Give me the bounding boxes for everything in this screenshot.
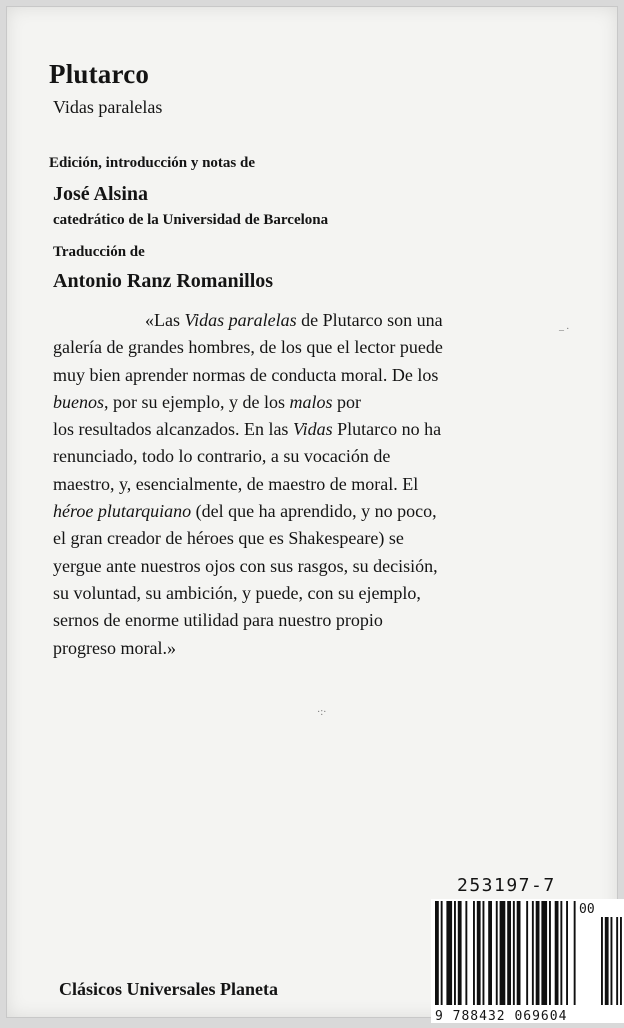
barcode-bar	[441, 901, 443, 1005]
barcode-addon-bar	[620, 917, 622, 1005]
barcode-bar	[496, 901, 498, 1005]
blurb-text-run: Plutarco no ha	[332, 419, 442, 440]
ean-number: 9 788432 069604	[435, 1009, 568, 1024]
blurb-text-run: los resultados alcanzados. En las	[53, 419, 293, 440]
barcode-addon-bar	[616, 917, 618, 1005]
blurb-line	[53, 553, 601, 580]
blurb-text-run: , por su ejemplo, y de los	[104, 391, 290, 412]
editor-role: catedrático de la Universidad de Barcelona	[53, 212, 329, 228]
blurb-text-run: yergue ante nuestros ojos con sus rasgos, su decisión,	[53, 555, 438, 576]
barcode-bar	[555, 901, 559, 1005]
blurb-line	[53, 498, 601, 525]
barcode-bar	[454, 901, 456, 1005]
barcode-bar	[477, 901, 481, 1005]
translator-name: Antonio Ranz Romanillos	[53, 270, 274, 292]
blurb-text-run: maestro, y, esencialmente, de maestro de moral. El	[53, 473, 419, 494]
barcode-bar	[541, 901, 547, 1005]
blurb-text-run: «Las	[145, 310, 185, 330]
barcode-bar	[513, 901, 515, 1005]
blurb-italic-run: malos	[289, 391, 333, 412]
barcode-addon-bar	[611, 917, 613, 1005]
blurb-text-run: progreso moral.»	[53, 637, 176, 658]
blurb-line	[53, 635, 601, 662]
blurb-line	[53, 416, 601, 443]
blurb-line	[53, 362, 601, 389]
blurb-line	[53, 607, 601, 634]
barcode-addon-bar	[601, 917, 603, 1005]
barcode-bar	[549, 901, 551, 1005]
price-code: 00	[579, 902, 595, 917]
barcode-bar	[517, 901, 521, 1005]
blurb-text-run: muy bien aprender normas de conducta moral. De los	[53, 364, 439, 385]
blurb-text-run: galería de grandes hombres, de los que el lector puede	[53, 337, 443, 358]
blurb-text-run: sernos de enorme utilidad para nuestro propio	[53, 610, 383, 631]
barcode-addon-bar	[605, 917, 609, 1005]
barcode-bar	[446, 901, 452, 1005]
blurb-line	[53, 471, 601, 498]
blurb-quote	[53, 307, 601, 662]
blurb-line	[53, 334, 601, 361]
blurb-italic-run: héroe plutarquiano	[53, 501, 192, 522]
blurb-text-run: de Plutarco son una	[296, 310, 443, 330]
barcode-bar	[526, 901, 528, 1005]
barcode-bar	[458, 901, 462, 1005]
isbn-short: 253197-7	[457, 875, 556, 896]
blurb-text-run: el gran creador de héroes que es Shakespeare) se	[53, 528, 404, 549]
blurb-italic-run: Vidas paralelas	[184, 310, 297, 330]
blurb-text-run: por	[332, 391, 361, 412]
editor-name: José Alsina	[53, 183, 149, 205]
blurb-text-run: renunciado, todo lo contrario, a su vocación de	[53, 446, 391, 467]
barcode-bar	[483, 901, 485, 1005]
author-name: Plutarco	[49, 59, 150, 89]
blurb-line	[53, 580, 601, 607]
barcode-bar	[536, 901, 540, 1005]
barcode-bar	[507, 901, 511, 1005]
blurb-line	[53, 389, 601, 416]
barcode-bar	[574, 901, 576, 1005]
blurb-line	[53, 307, 601, 334]
barcode-bar	[560, 901, 562, 1005]
blurb-italic-run: Vidas	[292, 419, 333, 440]
barcode-bar	[473, 901, 475, 1005]
barcode-bar	[532, 901, 534, 1005]
barcode-bar	[500, 901, 506, 1005]
blurb-line	[53, 443, 601, 470]
paper-speck: ·:·	[317, 707, 327, 718]
book-title: Vidas paralelas	[53, 97, 163, 117]
blurb-line	[53, 525, 601, 552]
barcode-bar	[488, 901, 492, 1005]
translation-label: Traducción de	[53, 244, 145, 260]
publisher-collection: Clásicos Universales Planeta	[59, 979, 278, 999]
paper-speck: _ .	[559, 321, 569, 332]
blurb-text-run: su voluntad, su ambición, y puede, con su ejemplo,	[53, 582, 421, 603]
barcode-bar	[566, 901, 568, 1005]
book-back-cover	[6, 6, 618, 1024]
barcode-bar	[465, 901, 467, 1005]
blurb-italic-run: buenos	[53, 391, 104, 412]
barcode	[431, 899, 624, 1023]
edition-label: Edición, introducción y notas de	[49, 155, 256, 171]
barcode-bar	[435, 901, 439, 1005]
blurb-text-run: (del que ha aprendido, y no poco,	[191, 501, 437, 522]
barcode-bars	[431, 899, 624, 1023]
